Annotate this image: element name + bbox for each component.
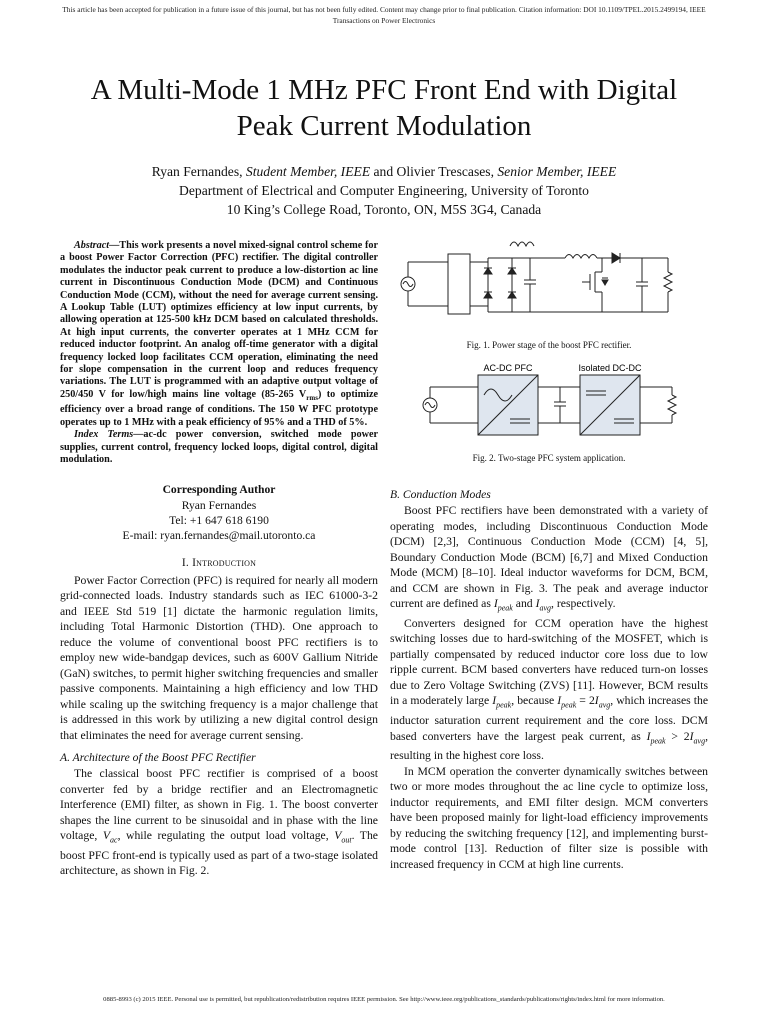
architecture-text-3: . The boost PFC front-end is typically used as part of a two-stage isolated architecture, as shown in Fig. 2. bbox=[60, 829, 378, 878]
ccm-text-2: , because bbox=[511, 694, 558, 708]
var-i-avg-3: I bbox=[689, 729, 694, 743]
architecture-text-1: The classical boost PFC rectifier is comprised of a boost converter fed by a bridge rectifier and an Electromagnetic Interference (EMI) filter, as shown in Fig. 1. The boost converter shapes the line current to be sinusoidal and in phase with the line voltage, bbox=[60, 767, 378, 843]
ccm-text-4: , resulting in the highest core loss. bbox=[390, 729, 708, 763]
author-line bbox=[30, 162, 738, 181]
affiliation: Department of Electrical and Computer Engineering, University of Toronto bbox=[179, 183, 589, 198]
equation-bcm: = 2 bbox=[576, 694, 595, 708]
abstract bbox=[60, 240, 378, 466]
paper-title bbox=[30, 72, 738, 144]
abstract-paragraph bbox=[60, 240, 378, 429]
conduction-and: and bbox=[512, 597, 536, 610]
paper-title-line2: Peak Current Modulation bbox=[236, 110, 532, 142]
corresponding-name: Ryan Fernandes bbox=[181, 498, 257, 512]
var-i-peak-2-sub: peak bbox=[496, 700, 512, 710]
abstract-text-end: ) to optimize efficiency over a broad range of conditions. The 150 W PFC prototype operates up to 1 MHz with a peak efficiency of 95% and a THD of 5%. bbox=[60, 388, 378, 428]
var-i-avg-sub: avg bbox=[539, 603, 552, 613]
conduction-text-1: Boost PFC rectifiers have been demonstrated with a variety of operating modes, including Discontinuous Conduction Mode (DCM) [2,3], Continuous Conduction Mode (CCM) [4, 5], Boundary Conduction Mode (BCM) [6,7] and Mixed Conduction Mode (MCM) [8–10]. Ideal inductor waveforms for DCM, BCM, and CCM are shown in Fig. 3. The peak and average inductor current are defined as bbox=[390, 504, 708, 610]
var-i-peak-3-sub: peak bbox=[561, 700, 577, 710]
ccm-text-3: , which increases the inductor saturation current requirement and the core loss. DCM based converters have the largest peak current, as bbox=[390, 694, 709, 743]
publication-notice-line1: This article has been accepted for publication in a future issue of this journal, but has not been fully edited. Content may change prior to final publication. Citation information: DOI 10.1109/TPEL.2015.2499194, IEEE bbox=[62, 5, 706, 14]
corresponding-author bbox=[60, 482, 378, 543]
var-i-peak-3: I bbox=[557, 694, 562, 708]
var-i-avg: I bbox=[535, 597, 540, 610]
subsection-heading-architecture: A. Architecture of the Boost PFC Rectifier bbox=[60, 751, 256, 765]
publication-notice bbox=[20, 5, 748, 26]
var-v-ac: V bbox=[102, 829, 110, 843]
left-column bbox=[60, 240, 378, 879]
var-i-peak-2: I bbox=[492, 694, 497, 708]
figure-1 bbox=[390, 240, 708, 351]
publication-notice-line2: Transactions on Power Electronics bbox=[332, 15, 436, 25]
subsection-heading-conduction-modes: B. Conduction Modes bbox=[390, 488, 491, 501]
index-terms-label: Index Terms bbox=[74, 429, 134, 441]
corresponding-email: E-mail: ryan.fernandes@mail.utoronto.ca bbox=[122, 529, 316, 543]
index-terms bbox=[60, 429, 378, 466]
author-2-role: Senior Member, IEEE bbox=[497, 164, 617, 179]
author-1-role: Student Member, IEEE bbox=[245, 164, 371, 179]
conduction-paragraph-3: In MCM operation the converter dynamically switches between two or more modes throughout the ac line cycle to optimize loss, inductor requirements, and EMI filter design. MCM converters have been proposed mainly for light-load efficiency improvements by reducing the switching frequency [12], and implementing burst-mode control [13]. Reduction of filter size is possible with increased frequency in CCM at high line currents. bbox=[390, 764, 708, 871]
fig2-label-dcdc: Isolated DC-DC bbox=[578, 363, 642, 373]
boost-pfc-schematic bbox=[390, 240, 708, 328]
address: 10 King’s College Road, Toronto, ON, M5S 3G4, Canada bbox=[226, 202, 542, 217]
architecture-text-2: , while regulating the output load voltage, bbox=[117, 829, 335, 843]
var-i-avg-2-sub: avg bbox=[598, 700, 611, 710]
index-terms-text: —ac-dc power conversion, switched mode power supplies, current control, frequency locked loops, digital control, digital modulation. bbox=[60, 429, 378, 465]
abstract-label: Abstract bbox=[74, 240, 110, 251]
figure-1-caption: Fig. 1. Power stage of the boost PFC rectifier. bbox=[466, 340, 632, 350]
var-i-peak: I bbox=[493, 597, 498, 610]
architecture-paragraph bbox=[60, 766, 378, 879]
paper-title-line1: A Multi-Mode 1 MHz PFC Front End with Digital bbox=[90, 74, 678, 106]
author-1: Ryan Fernandes, bbox=[151, 164, 246, 179]
author-and: and Olivier Trescases, bbox=[370, 164, 498, 179]
abstract-text: —This work presents a novel mixed-signal control scheme for a boost Power Factor Correction (PFC) rectifier. The digital controller modulates the inductor peak current to produce a low-distortion ac line current in Discontinuous Conduction Mode (DCM) and Continuous Conduction Mode (CCM), without the need for average current sensing. A Lookup Table (LUT) optimizes efficiency at low input currents, by allowing operation at 125-500 kHz DCM based on calculated thresholds. At high input currents, the converter operates at 1 MHz CCM for reduced inductor footprint. An analog off-time generator with a digital frequency locked loop facilitates CCM operation, eliminating the need for slope compensation in the current loop and reduces frequency variations. The LUT is programmed with an adaptive output voltage of 250/450 V for low/high mains line voltage (85-265 V bbox=[60, 240, 378, 400]
conduction-text-2: , respectively. bbox=[551, 597, 616, 610]
two-stage-pfc-diagram bbox=[390, 363, 708, 441]
var-i-peak-sub: peak bbox=[497, 603, 513, 613]
abstract-vrms-sub: rms bbox=[306, 393, 318, 402]
equation-dcm: > 2 bbox=[665, 729, 690, 743]
copyright-footer: 0885-8993 (c) 2015 IEEE. Personal use is permitted, but republication/redistribution requires IEEE permission. See http://www.ieee.org/publications_standards/publications/rights/index.html for more information. bbox=[103, 996, 665, 1003]
var-i-peak-4: I bbox=[646, 729, 651, 743]
figure-2-caption: Fig. 2. Two-stage PFC system application. bbox=[472, 453, 626, 463]
author-block bbox=[30, 162, 738, 219]
figure-2 bbox=[390, 363, 708, 464]
section-heading-introduction: I. Introduction bbox=[181, 555, 257, 569]
ccm-text-1: Converters designed for CCM operation have the highest switching losses due to hard-switching of the MOSFET, which is partially compensated by reduced inductor core loss due to low ripple current. BCM based converters have reduced turn-on losses due to Zero Voltage Switching (ZVS) [11]. However, BCM results in a moderately large bbox=[390, 616, 708, 708]
var-v-ac-sub: ac bbox=[110, 835, 118, 845]
var-i-avg-3-sub: avg bbox=[693, 735, 706, 745]
fig2-label-acdc: AC-DC PFC bbox=[483, 363, 533, 373]
var-v-out: V bbox=[334, 829, 342, 843]
conduction-paragraph-1 bbox=[390, 503, 708, 616]
conduction-paragraph-2 bbox=[390, 616, 708, 764]
right-column bbox=[390, 240, 708, 872]
corresponding-tel: Tel: +1 647 618 6190 bbox=[169, 513, 269, 527]
var-i-peak-4-sub: peak bbox=[650, 735, 666, 745]
var-i-avg-2: I bbox=[594, 694, 599, 708]
corresponding-heading: Corresponding Author bbox=[162, 483, 276, 497]
intro-paragraph-1: Power Factor Correction (PFC) is required for nearly all modern grid-connected loads. Industry standards such as IEC 61000-3-2 and IEEE Std 519 [1] dictate the harmonic regulation limits, including Total Harmonic Distortion (THD). One approach to reduce the volume of conventional boost PFC rectifiers is to employ new wide-bandgap devices, such as 600V Gallium Nitride (GaN) switches, to permit higher switching frequencies and smaller passive components. Maintaining a high efficiency and low THD while scaling up the switching frequency is a major challenge that is addressed in this work by utilizing a new digital control design that eliminates the need for average current sensing. bbox=[60, 573, 378, 742]
var-v-out-sub: out bbox=[341, 835, 352, 845]
